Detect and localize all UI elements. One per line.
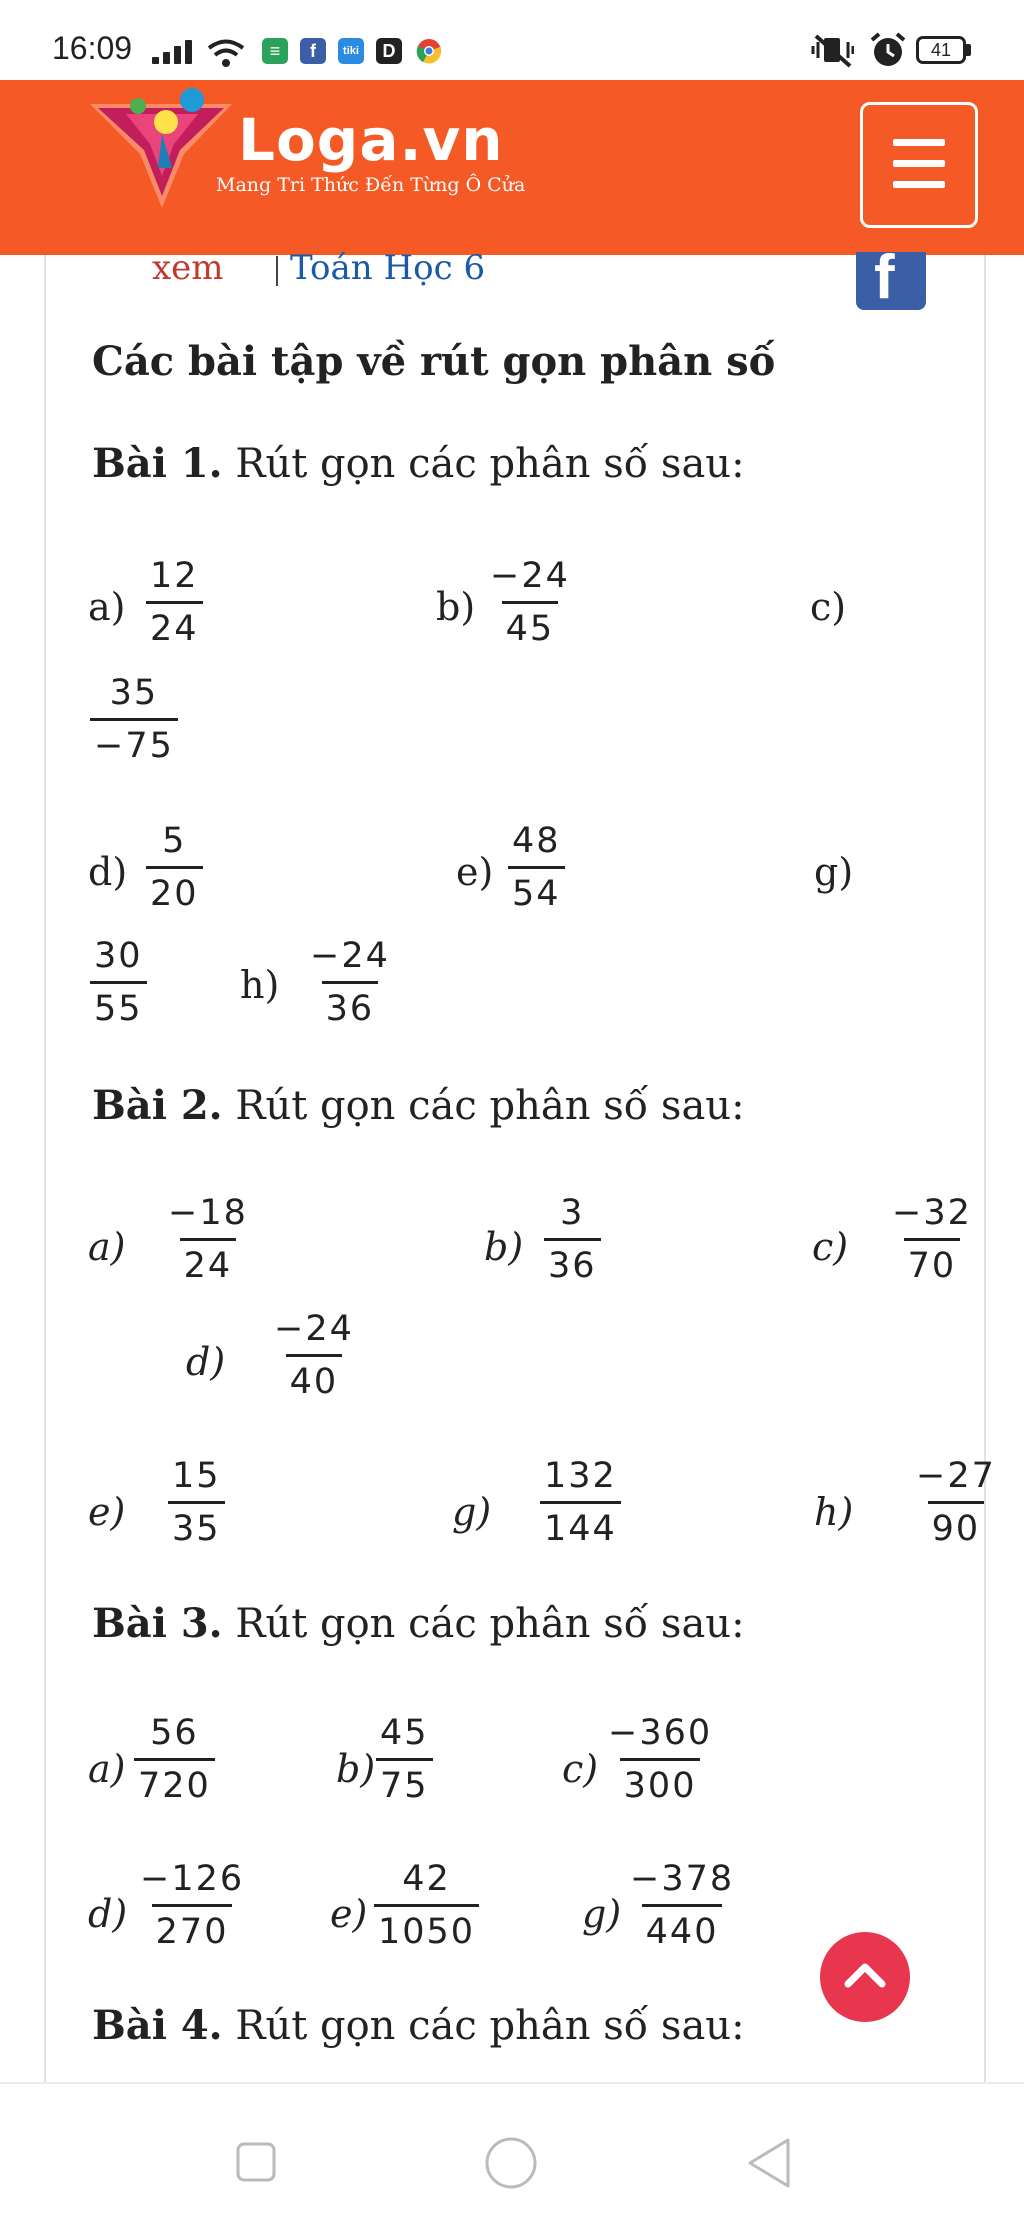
exercise-label: g) xyxy=(582,1892,622,1936)
tiki-app-icon: tiki xyxy=(338,38,364,64)
fraction: $\frac{-360}{300}$ xyxy=(608,1713,713,1806)
exercise-label: a) xyxy=(88,1225,126,1269)
exercise-label: g) xyxy=(452,1490,492,1534)
exercise-label: a) xyxy=(88,1747,126,1791)
fraction: $\frac{35}{-75}$ xyxy=(90,672,178,767)
vibrate-mute-icon xyxy=(810,32,854,68)
status-bar xyxy=(0,0,1024,80)
breadcrumb-views: xem xyxy=(152,248,224,288)
exercise-label: h) xyxy=(240,963,280,1007)
article-card xyxy=(44,255,986,2082)
fraction: $\frac{48}{54}$ xyxy=(508,820,565,915)
chevron-up-icon xyxy=(820,1932,910,2022)
exercise-label: a) xyxy=(88,585,126,629)
exercise-label: d) xyxy=(186,1340,226,1384)
logo-name[interactable]: Loga.vn xyxy=(238,106,504,174)
fraction: $\frac{-24}{40}$ xyxy=(274,1309,354,1402)
section-heading: Bài 3. Rút gọn các phân số sau: xyxy=(92,1600,745,1647)
sheets-app-icon: ≡ xyxy=(262,38,288,64)
exercise-label: g) xyxy=(814,850,854,894)
exercise-label: d) xyxy=(88,850,128,894)
fraction: $\frac{-378}{440}$ xyxy=(630,1859,735,1952)
fraction: $\frac{5}{20}$ xyxy=(146,820,203,915)
wifi-icon xyxy=(206,38,246,68)
home-icon[interactable] xyxy=(484,2136,538,2190)
d-app-icon: D xyxy=(376,38,402,64)
fraction: $\frac{-18}{24}$ xyxy=(168,1193,248,1286)
fraction: $\frac{-24}{45}$ xyxy=(490,556,570,649)
battery-level: 41 xyxy=(930,40,952,60)
alarm-icon xyxy=(868,30,908,70)
exercise-label: c) xyxy=(812,1225,849,1269)
exercise-label: h) xyxy=(814,1490,854,1534)
exercise-label: d) xyxy=(88,1892,128,1936)
back-icon[interactable] xyxy=(744,2136,794,2190)
article-title: Các bài tập về rút gọn phân số xyxy=(92,338,776,385)
facebook-app-icon: f xyxy=(300,38,326,64)
system-nav-bar xyxy=(0,2082,1024,2219)
fraction: $\frac{12}{24}$ xyxy=(146,555,203,650)
exercise-label: b) xyxy=(336,1747,376,1791)
fraction: $\frac{-27}{90}$ xyxy=(916,1456,996,1549)
exercise-label: b) xyxy=(484,1225,524,1269)
breadcrumb-category-link[interactable]: Toán Học 6 xyxy=(290,248,486,288)
exercise-label: c) xyxy=(562,1747,599,1791)
hamburger-icon-bar xyxy=(893,181,945,188)
chrome-app-icon xyxy=(416,38,442,64)
facebook-icon: f xyxy=(874,243,895,312)
fraction: $\frac{-32}{70}$ xyxy=(892,1193,972,1286)
section-heading: Bài 4. Rút gọn các phân số sau: xyxy=(92,2002,745,2049)
fraction: $\frac{-126}{270}$ xyxy=(140,1859,245,1952)
battery-icon xyxy=(916,36,966,64)
menu-button[interactable] xyxy=(860,102,978,228)
logo-tagline: Mang Tri Thức Đến Từng Ô Cửa xyxy=(216,174,526,196)
exercise-label: b) xyxy=(436,585,476,629)
fraction: $\frac{30}{55}$ xyxy=(90,935,147,1030)
hamburger-icon-bar xyxy=(893,160,945,167)
status-time: 16:09 xyxy=(52,30,133,66)
battery-tip xyxy=(966,44,971,56)
fraction: $\frac{132}{144}$ xyxy=(540,1455,621,1550)
exercise-label: e) xyxy=(330,1892,368,1936)
signal-icon xyxy=(152,38,196,64)
scroll-to-top-button[interactable] xyxy=(820,1932,910,2022)
fraction: $\frac{3}{36}$ xyxy=(544,1192,601,1287)
breadcrumb-divider xyxy=(276,256,278,286)
fraction: $\frac{-24}{36}$ xyxy=(310,936,390,1029)
exercise-label: c) xyxy=(810,585,847,629)
recents-icon[interactable] xyxy=(234,2140,278,2184)
section-heading: Bài 2. Rút gọn các phân số sau: xyxy=(92,1082,745,1129)
loga-logo-icon[interactable] xyxy=(86,84,236,216)
fraction: $\frac{45}{75}$ xyxy=(376,1712,433,1807)
hamburger-icon-bar xyxy=(893,139,945,146)
fraction: $\frac{42}{1050}$ xyxy=(374,1858,479,1953)
fraction: $\frac{56}{720}$ xyxy=(134,1712,215,1807)
exercise-label: e) xyxy=(456,850,494,894)
section-heading: Bài 1. Rút gọn các phân số sau: xyxy=(92,440,745,487)
fraction: $\frac{15}{35}$ xyxy=(168,1455,225,1550)
exercise-label: e) xyxy=(88,1490,126,1534)
